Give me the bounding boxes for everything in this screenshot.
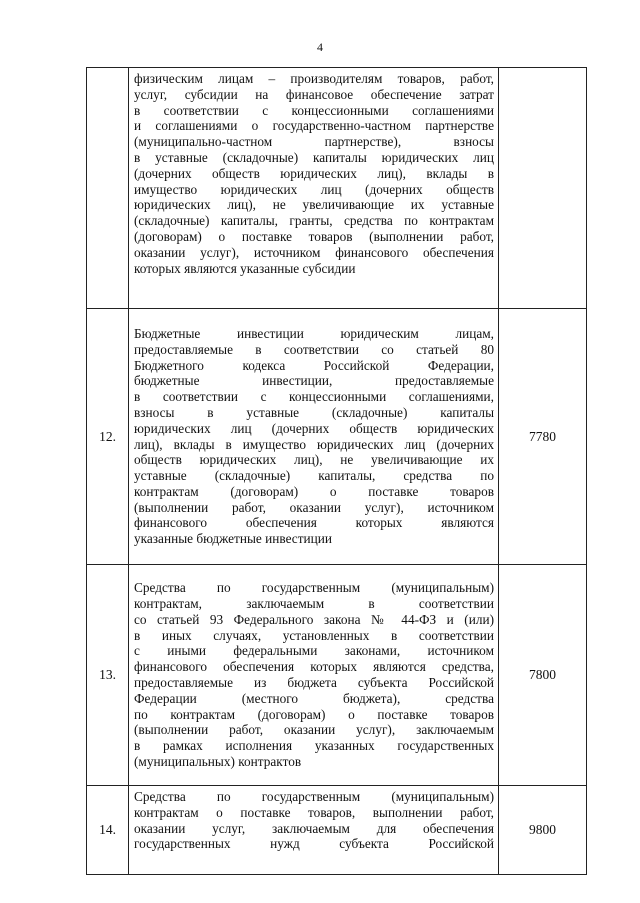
description-line: имущество юридических лиц (дочерних обществ (134, 181, 494, 197)
description-line: (складочные) капиталы, гранты, средства по контрактам (134, 213, 494, 229)
description-line: Бюджетного кодекса Российской Федерации, (134, 357, 494, 373)
row-number: 14. (87, 786, 129, 875)
table-row (87, 565, 587, 786)
row-description (129, 565, 499, 786)
description-line: (муниципальных) контрактов (134, 753, 302, 769)
description-line: (выполнении работ, оказании услуг), источником (134, 499, 494, 515)
description-line: финансового обеспечения которых являются средства, (134, 659, 494, 675)
row-code: 7780 (499, 309, 587, 565)
description-line: юридических лиц (дочерних обществ юридических (134, 420, 494, 436)
description-line: в соответствии с концессионными соглашениями, (134, 389, 494, 405)
description-line: контрактам (договорам) о поставке товаров (134, 483, 494, 499)
codes-table (86, 67, 587, 875)
description-line: юридических лиц), не увеличивающие их уставные (134, 197, 494, 213)
description-line: (дочерних обществ юридических лиц), вклады в (134, 165, 494, 181)
description-line: со статьей 93 Федерального закона № 44-ФЗ и (или) (134, 611, 494, 627)
description-line: контрактам, заключаемым в соответствии (134, 596, 494, 612)
description-line: в соответствии с концессионными соглашениями (134, 102, 494, 118)
description-line: бюджетные инвестиции, предоставляемые (134, 373, 494, 389)
description-line: в рамках исполнения указанных государственных (134, 738, 494, 754)
description-line: Бюджетные инвестиции юридическим лицам, (134, 325, 494, 341)
description-line: уставные (складочные) капиталы, средства по (134, 468, 494, 484)
description-line: (договорам) о поставке товаров (выполнении работ, (134, 228, 494, 244)
description-line: контрактам о поставке товаров, выполнении работ, (134, 804, 494, 820)
description-line: взносы в уставные (складочные) капиталы (134, 404, 494, 420)
description-line: Средства по государственным (муниципальным) (134, 789, 494, 804)
row-description (129, 786, 499, 875)
description-line: физическим лицам – производителям товаров, работ, (134, 71, 494, 86)
description-line: по контрактам (договорам) о поставке товаров (134, 706, 494, 722)
description-line: финансового обеспечения которых являются (134, 515, 494, 531)
description-line: предоставляемые из бюджета субъекта Российской (134, 675, 494, 690)
description-line: и соглашениями о государственно-частном партнерстве (134, 118, 494, 134)
description-line: указанные бюджетные инвестиции (134, 531, 332, 547)
description-line: оказании услуг), источником финансового обеспечения (134, 244, 494, 260)
description-line: (муниципально-частном партнерстве), взносы (134, 134, 494, 150)
row-number (87, 68, 129, 309)
table-row (87, 68, 587, 309)
description-line: Федерации (местного бюджета), средства (134, 690, 494, 706)
row-description (129, 309, 499, 565)
row-code (499, 68, 587, 309)
table-row (87, 786, 587, 875)
description-line: оказании услуг, заключаемым для обеспечения (134, 820, 494, 836)
description-line: обществ юридических лиц), не увеличивающие их (134, 452, 494, 468)
row-number: 12. (87, 309, 129, 565)
description-line: в иных случаях, установленных в соответствии (134, 627, 494, 643)
description-line: услуг, субсидии на финансовое обеспечение затрат (134, 86, 494, 102)
row-code: 7800 (499, 565, 587, 786)
table-row (87, 309, 587, 565)
row-code: 9800 (499, 786, 587, 875)
description-line: предоставляемые в соответствии со статьей 80 (134, 341, 494, 357)
row-description (129, 68, 499, 309)
description-line: лиц), вклады в имущество юридических лиц (дочерних (134, 436, 494, 452)
row-number: 13. (87, 565, 129, 786)
description-line: государственных нужд субъекта Российской (134, 836, 494, 852)
description-line: Средства по государственным (муниципальным) (134, 580, 494, 596)
description-line: которых являются указанные субсидии (134, 260, 356, 276)
description-line: в уставные (складочные) капиталы юридических лиц (134, 149, 494, 165)
description-line: (выполнении работ, оказании услуг), заключаемым (134, 722, 494, 738)
description-line: с иными федеральными законами, источником (134, 643, 494, 659)
page-number: 4 (317, 40, 323, 54)
